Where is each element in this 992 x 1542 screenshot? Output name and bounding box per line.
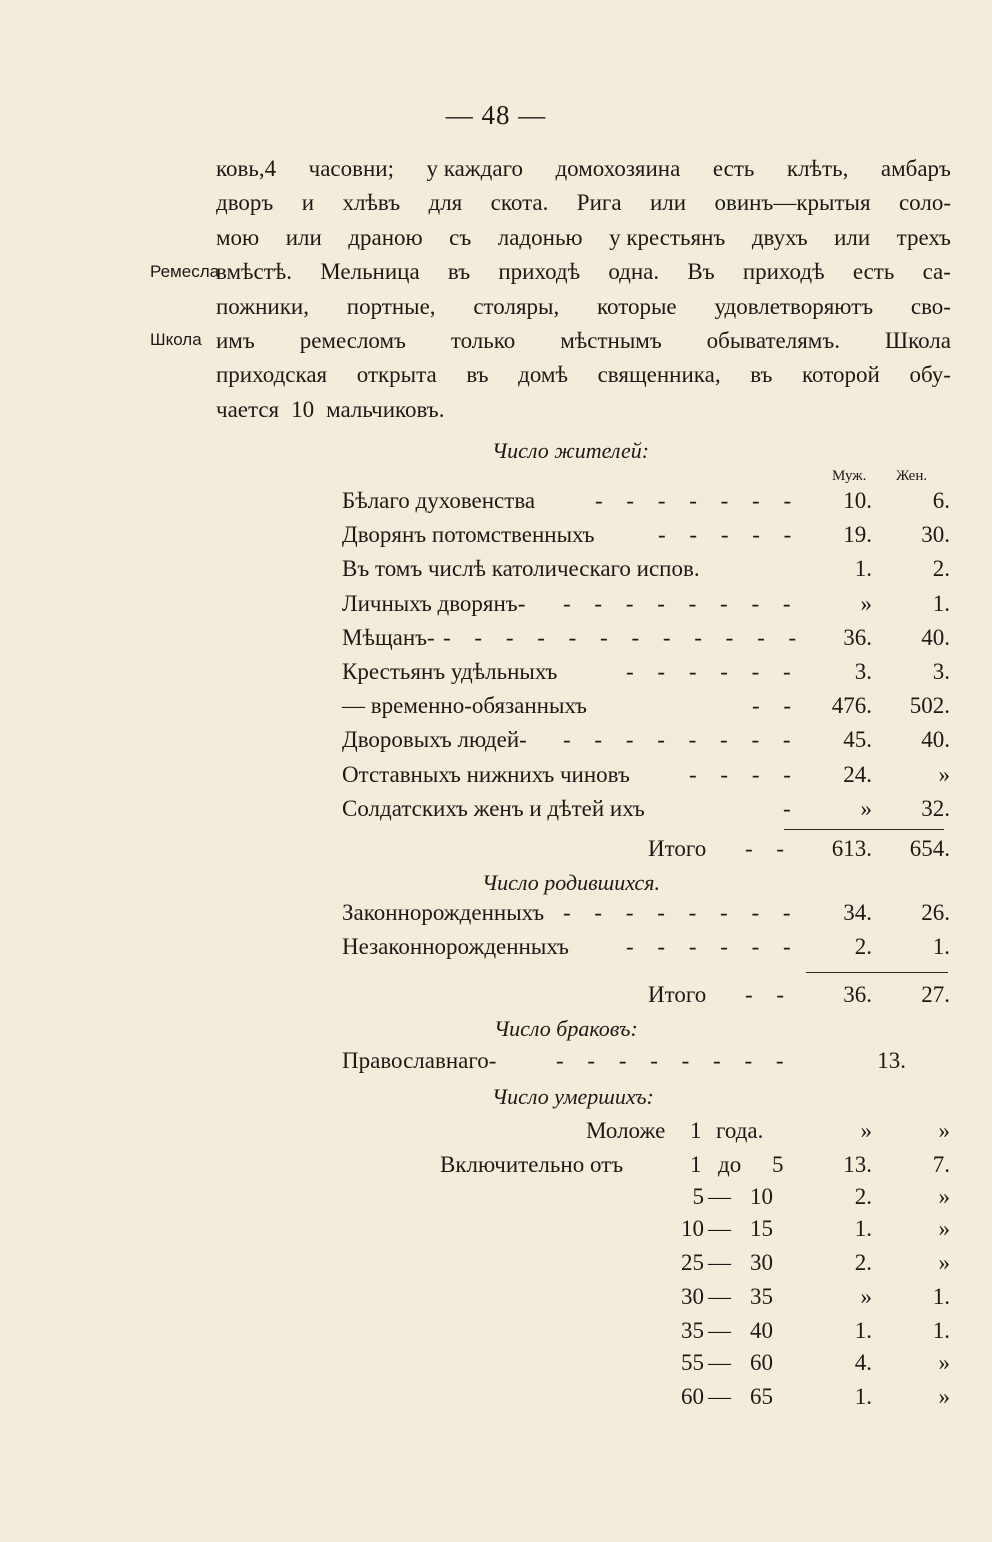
- row-male-value: 36.: [843, 624, 872, 650]
- paragraph-line: [216, 255, 951, 289]
- age-from: 35: [681, 1318, 704, 1343]
- row-leader-dots: - - - - - - - -: [563, 590, 800, 616]
- residents-heading: Число жителей:: [492, 438, 650, 463]
- row-label: Законнорожденныхъ: [342, 900, 545, 925]
- age-dash: —: [708, 1216, 731, 1241]
- table-row: [0, 900, 992, 934]
- row-female-value: »: [938, 761, 950, 787]
- paragraph-line: [216, 186, 951, 220]
- paragraph-word: для: [428, 190, 463, 216]
- row-male-value: 2.: [854, 1250, 872, 1275]
- row-leader-dots: - - - - - - -: [595, 488, 801, 513]
- paragraph-word: одна.: [608, 259, 660, 285]
- margin-note-crafts: Ремесла: [150, 262, 220, 281]
- births-total-row: [0, 982, 992, 1016]
- paragraph-word: чается: [216, 396, 280, 422]
- body-paragraph: [216, 152, 951, 427]
- paragraph-word: открыта: [356, 362, 437, 388]
- paragraph-word: въ: [750, 362, 773, 388]
- age-dash: —: [708, 1350, 731, 1375]
- row-female-value: 30.: [921, 522, 950, 548]
- births-total-dots: - -: [745, 982, 794, 1007]
- row-label: Крестьянъ удѣльныхъ: [342, 659, 558, 684]
- row-male-value: »: [860, 1118, 872, 1143]
- row-female-value: 6.: [932, 488, 950, 513]
- column-header-female: Жен.: [896, 468, 928, 484]
- table-row: [0, 625, 992, 659]
- paragraph-word: обывателямъ.: [706, 328, 840, 354]
- marriages-value: 13.: [877, 1048, 906, 1073]
- paragraph-word: или: [834, 224, 871, 250]
- row-male-value: 13.: [843, 1152, 872, 1177]
- page-number: — 48 —: [445, 100, 547, 130]
- row-leader-dots: - - - -: [689, 761, 800, 787]
- table-row: [0, 762, 992, 796]
- births-total-female: 27.: [921, 982, 950, 1007]
- paragraph-word: соло-: [898, 190, 951, 216]
- age-to: 5: [772, 1152, 784, 1177]
- paragraph-word: имъ: [216, 328, 255, 354]
- row-female-value: »: [938, 1118, 950, 1143]
- row-female-value: 32.: [921, 795, 950, 821]
- table-row: [0, 659, 992, 693]
- row-leader-dots: - - - - - - - -: [563, 727, 800, 753]
- table-row: [0, 1384, 992, 1418]
- row-leader-dots: - - - - - -: [626, 659, 800, 684]
- paragraph-word: двухъ: [751, 224, 808, 250]
- row-female-value: 1.: [932, 934, 950, 960]
- row-male-value: 2.: [854, 934, 872, 960]
- paragraph-word: драною: [348, 224, 423, 250]
- row-leader-dots: - -: [752, 693, 801, 719]
- row-male-value: 10.: [843, 488, 872, 513]
- table-row: [0, 1318, 992, 1352]
- paragraph-line: [216, 152, 951, 186]
- row-label: Незаконнорожденныхъ: [342, 934, 569, 960]
- age-from: 1: [690, 1152, 702, 1177]
- age-from: 1: [690, 1118, 702, 1143]
- paragraph-word: мальчиковъ.: [326, 396, 445, 422]
- row-male-value: 3.: [854, 659, 872, 684]
- paragraph-word: у крестьянъ: [609, 224, 726, 250]
- table-row: [0, 556, 992, 590]
- column-header-male: Муж.: [832, 468, 867, 484]
- age-from: 25: [681, 1250, 704, 1275]
- row-female-value: »: [938, 1184, 950, 1209]
- marriages-row: [0, 1048, 992, 1082]
- row-label: Дворовыхъ людей-: [342, 727, 527, 753]
- table-row: [0, 488, 992, 522]
- paragraph-word: мою: [216, 224, 260, 250]
- paragraph-word: Мельница: [320, 259, 420, 285]
- paragraph-word: которой: [802, 362, 880, 388]
- deaths-heading: Число умершихъ:: [492, 1084, 654, 1109]
- paragraph-word: хлѣвъ: [342, 190, 401, 216]
- paragraph-word: Въ: [687, 259, 715, 285]
- paragraph-line: [216, 290, 951, 324]
- paragraph-line: [216, 324, 951, 358]
- age-dash: —: [708, 1184, 731, 1209]
- paragraph-word: са-: [922, 259, 951, 285]
- row-female-value: 3.: [932, 659, 950, 684]
- marriages-heading: Число браковъ:: [494, 1016, 638, 1041]
- total-dots: - -: [745, 836, 794, 861]
- paragraph-word: у каждаго: [426, 156, 523, 181]
- row-label: — временно-обязанныхъ: [342, 693, 587, 719]
- table-row: [0, 1250, 992, 1284]
- paragraph-word: въ: [447, 259, 471, 285]
- row-female-value: 40.: [921, 727, 950, 753]
- row-label: Дворянъ потомственныхъ: [342, 522, 595, 548]
- row-female-value: 40.: [921, 624, 950, 650]
- total-female: 654.: [909, 836, 950, 861]
- row-female-value: 7.: [932, 1152, 950, 1177]
- paragraph-word: трехъ: [896, 224, 951, 250]
- paragraph-word: вмѣстѣ.: [216, 259, 293, 285]
- age-to: 65: [750, 1384, 773, 1409]
- paragraph-word: въ: [466, 362, 489, 388]
- row-label: Бѣлаго духовенства: [342, 488, 536, 513]
- row-male-value: 45.: [843, 727, 872, 753]
- paragraph-word: или: [649, 190, 687, 216]
- paragraph-word: скота.: [490, 190, 549, 216]
- age-to: года.: [716, 1118, 764, 1143]
- margin-note-school: Школа: [150, 330, 202, 349]
- paragraph-word: столяры,: [473, 293, 560, 319]
- total-male: 613.: [831, 836, 872, 861]
- age-prefix: Моложе: [586, 1118, 666, 1143]
- row-female-value: 2.: [932, 556, 950, 582]
- table-row: [0, 591, 992, 625]
- paragraph-word: или: [285, 224, 322, 250]
- row-female-value: 26.: [921, 900, 950, 925]
- paragraph-word: ладонью: [497, 224, 583, 250]
- age-dash: до: [718, 1152, 742, 1177]
- table-row: [0, 522, 992, 556]
- age-to: 60: [750, 1350, 773, 1375]
- births-rule: [806, 972, 948, 973]
- age-from: 30: [681, 1284, 704, 1309]
- row-male-value: 34.: [843, 900, 872, 925]
- age-to: 30: [750, 1250, 773, 1275]
- paragraph-word: и: [301, 190, 315, 216]
- paragraph-word: дворъ: [216, 190, 274, 216]
- row-label: Личныхъ дворянъ-: [342, 590, 526, 616]
- births-total-label: Итого: [648, 982, 707, 1007]
- age-dash: —: [708, 1284, 731, 1309]
- row-male-value: »: [860, 795, 872, 821]
- row-male-value: 1.: [854, 1216, 872, 1241]
- paragraph-word: овинъ—крытыя: [714, 190, 871, 216]
- table-row: [0, 1216, 992, 1250]
- table-row: [0, 796, 992, 830]
- row-male-value: 24.: [843, 761, 872, 787]
- paragraph-word: приходѣ: [498, 259, 581, 285]
- table-row: [0, 1350, 992, 1384]
- paragraph-word: клѣть,: [786, 156, 849, 181]
- age-to: 10: [750, 1184, 773, 1209]
- age-dash: —: [708, 1318, 731, 1343]
- row-label: Солдатскихъ женъ и дѣтей ихъ: [342, 795, 645, 821]
- paragraph-word: мѣстнымъ: [560, 328, 662, 354]
- table-row: [0, 934, 992, 968]
- row-leader-dots: - - - - - -: [626, 934, 800, 960]
- row-male-value: 1.: [854, 556, 872, 582]
- paragraph-word: обу-: [909, 362, 951, 388]
- row-male-value: 1.: [854, 1318, 872, 1343]
- births-heading: Число родившихся.: [482, 870, 660, 895]
- paragraph-word: только: [450, 328, 516, 354]
- paragraph-line: [216, 221, 951, 255]
- row-male-value: 1.: [854, 1384, 872, 1409]
- row-leader-dots: - - - - - - - - - - - -: [443, 624, 806, 650]
- paragraph-word: удовлетворяютъ: [714, 293, 874, 319]
- paragraph-word: ремесломъ: [299, 328, 406, 354]
- row-female-value: 1.: [932, 590, 950, 616]
- age-to: 15: [750, 1216, 773, 1241]
- row-label: Въ томъ числѣ католическаго испов.: [342, 556, 700, 582]
- births-total-male: 36.: [843, 982, 872, 1007]
- row-female-value: 1.: [932, 1318, 950, 1343]
- row-label: Мѣщанъ-: [342, 624, 435, 650]
- age-from: 10: [681, 1216, 704, 1241]
- total-rule: [784, 829, 944, 830]
- age-to: 35: [750, 1284, 773, 1309]
- paragraph-word: сво-: [910, 293, 951, 319]
- paragraph-word: портные,: [346, 293, 436, 319]
- paragraph-word: ковь,4: [216, 156, 277, 181]
- table-row: [0, 1284, 992, 1318]
- age-dash: —: [708, 1250, 731, 1275]
- row-leader-dots: -: [783, 795, 800, 821]
- row-female-value: »: [938, 1216, 950, 1241]
- marriages-label: Православнаго-: [342, 1048, 497, 1073]
- table-row: [0, 1118, 992, 1152]
- paragraph-word: священника,: [597, 362, 721, 388]
- paragraph-word: приходѣ: [742, 259, 825, 285]
- row-male-value: 19.: [843, 522, 872, 548]
- paragraph-word: Школа: [884, 328, 951, 354]
- marriages-dots: - - - - - - - -: [556, 1048, 793, 1073]
- row-female-value: »: [938, 1384, 950, 1409]
- row-male-value: 2.: [854, 1184, 872, 1209]
- table-row: [0, 1152, 992, 1186]
- paragraph-word: съ: [449, 224, 472, 250]
- row-female-value: »: [938, 1350, 950, 1375]
- row-male-value: 4.: [854, 1350, 872, 1375]
- age-from: 55: [681, 1350, 704, 1375]
- paragraph-word: амбаръ: [880, 156, 951, 181]
- paragraph-line: [216, 358, 951, 392]
- row-label: Отставныхъ нижнихъ чиновъ: [342, 761, 630, 787]
- row-female-value: »: [938, 1250, 950, 1275]
- row-leader-dots: - - - - -: [658, 522, 801, 548]
- paragraph-word: пожники,: [216, 293, 309, 319]
- paragraph-word: Рига: [576, 190, 622, 216]
- age-from: 60: [681, 1384, 704, 1409]
- age-from: 5: [692, 1184, 704, 1209]
- residents-total-row: [0, 836, 992, 870]
- paragraph-word: есть: [852, 259, 895, 285]
- paragraph-word: часовни;: [308, 156, 394, 181]
- table-row: [0, 727, 992, 761]
- age-dash: —: [708, 1384, 731, 1409]
- row-leader-dots: - - - - - - - -: [563, 900, 800, 925]
- paragraph-word: 10: [291, 396, 315, 422]
- table-row: [0, 693, 992, 727]
- row-male-value: »: [860, 590, 872, 616]
- row-female-value: 502.: [909, 693, 950, 719]
- age-prefix: Включительно отъ: [440, 1152, 624, 1177]
- age-to: 40: [750, 1318, 773, 1343]
- paragraph-word: приходская: [216, 362, 328, 388]
- paragraph-word: домохозяина: [555, 156, 681, 181]
- paragraph-word: которые: [597, 293, 677, 319]
- paragraph-word: есть: [712, 156, 755, 181]
- paragraph-line: [216, 393, 951, 427]
- paragraph-word: домѣ: [518, 362, 568, 388]
- row-male-value: »: [860, 1284, 872, 1309]
- total-label: Итого: [648, 836, 707, 861]
- table-row: [0, 1184, 992, 1218]
- row-male-value: 476.: [831, 693, 872, 719]
- row-female-value: 1.: [932, 1284, 950, 1309]
